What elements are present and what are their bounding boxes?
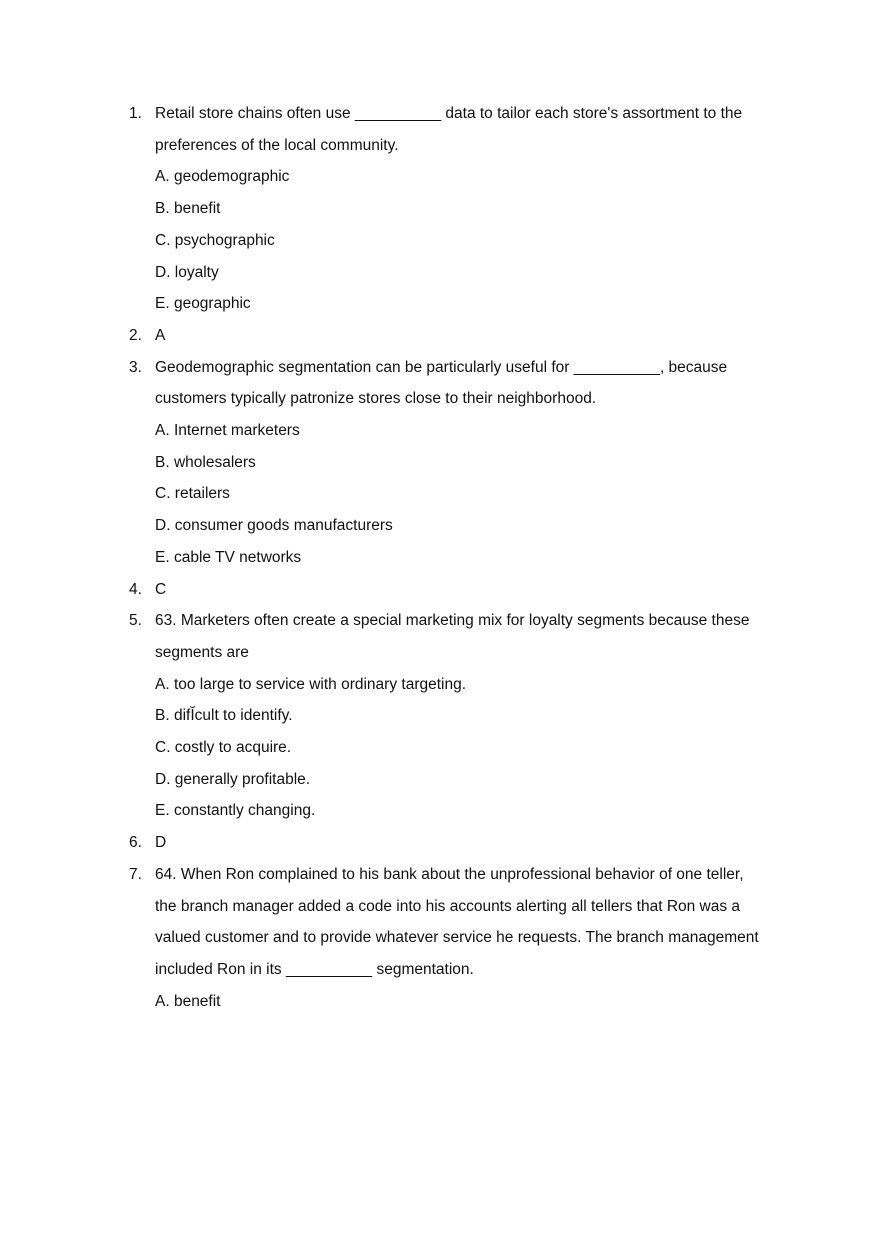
item-line: preferences of the local community. xyxy=(155,136,399,154)
item-line: E. constantly changing. xyxy=(155,802,316,820)
item-text: A xyxy=(155,326,166,344)
item-line: E. geographic xyxy=(155,295,251,313)
item-text: C xyxy=(155,580,167,598)
item-line: B. wholesalers xyxy=(155,453,256,471)
item-line: customers typically patronize stores close to their neighborhood. xyxy=(155,390,597,408)
item-line: included Ron in its __________ segmentation. xyxy=(155,960,474,978)
list-item xyxy=(0,98,880,320)
item-number: 7. xyxy=(129,865,142,883)
item-number: 5. xyxy=(129,612,142,630)
item-line: C. psychographic xyxy=(155,231,275,249)
list-item xyxy=(0,352,880,574)
item-text: Geodemographic segmentation can be particularly useful for __________, because xyxy=(155,358,728,376)
item-line: D. loyalty xyxy=(155,263,219,281)
item-number: 4. xyxy=(129,580,142,598)
item-line: C. costly to acquire. xyxy=(155,739,292,757)
document-body xyxy=(0,98,880,1017)
item-number: 3. xyxy=(129,358,142,376)
item-line: B. benefit xyxy=(155,200,221,218)
item-line: segments are xyxy=(155,643,249,661)
item-line: the branch manager added a code into his accounts alerting all tellers that Ron was a xyxy=(155,897,741,915)
item-line: valued customer and to provide whatever service he requests. The branch management xyxy=(155,929,759,947)
item-text: D xyxy=(155,834,167,852)
list-item xyxy=(0,859,880,1018)
list-item xyxy=(0,574,880,606)
item-text: 64. When Ron complained to his bank about the unprofessional behavior of one teller, xyxy=(155,865,744,883)
item-text: Retail store chains often use __________ data to tailor each store's assortment to the xyxy=(155,105,743,122)
item-line: D. consumer goods manufacturers xyxy=(155,517,393,535)
item-line: A. too large to service with ordinary targeting. xyxy=(155,675,467,693)
item-number: 6. xyxy=(129,834,142,852)
item-line: B. difĬcult to identify. xyxy=(155,707,293,725)
item-number: 2. xyxy=(129,326,142,344)
list-item xyxy=(0,827,880,859)
list-item xyxy=(0,605,880,827)
item-number: 1. xyxy=(129,105,142,122)
item-line: A. Internet marketers xyxy=(155,422,300,440)
list-item xyxy=(0,320,880,352)
item-line: E. cable TV networks xyxy=(155,548,302,566)
item-line: D. generally profitable. xyxy=(155,770,311,788)
item-line: A. geodemographic xyxy=(155,168,290,186)
item-line: C. retailers xyxy=(155,485,230,503)
item-text: 63. Marketers often create a special marketing mix for loyalty segments because these xyxy=(155,612,750,630)
item-line: A. benefit xyxy=(155,992,221,1010)
